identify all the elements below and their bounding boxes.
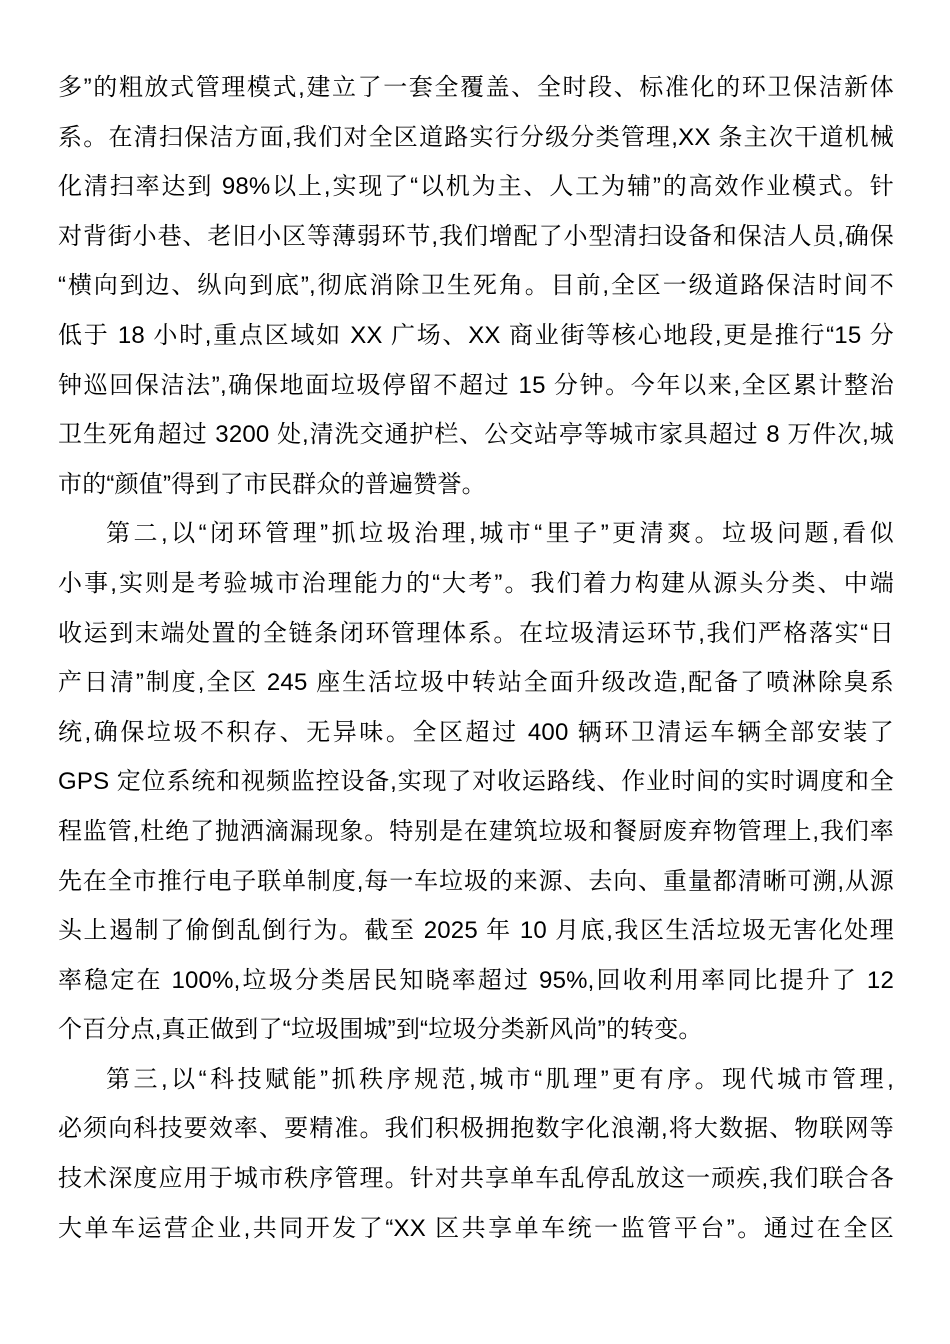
text-line: 卫生死角超过 3200 处,清洗交通护栏、公交站亭等城市家具超过 8 万件次,城 <box>58 421 894 449</box>
text-line: 产日清”制度,全区 245 座生活垃圾中转站全面升级改造,配备了喷淋除臭系 <box>58 669 894 697</box>
text-line: 先在全市推行电子联单制度,每一车垃圾的来源、去向、重量都清晰可溯,从源 <box>58 867 894 895</box>
text-line: 个百分点,真正做到了“垃圾围城”到“垃圾分类新风尚”的转变。 <box>58 1016 703 1044</box>
document-body <box>58 63 894 1253</box>
text-line: 必须向科技要效率、要精准。我们积极拥抱数字化浪潮,将大数据、物联网等 <box>58 1115 894 1143</box>
text-line: “横向到边、纵向到底”,彻底消除卫生死角。目前,全区一级道路保洁时间不 <box>58 272 894 300</box>
text-line: 市的“颜值”得到了市民群众的普遍赞誉。 <box>58 470 486 498</box>
text-line: 第三,以“科技赋能”抓秩序规范,城市“肌理”更有序。现代城市管理, <box>106 1065 894 1093</box>
paragraph <box>58 509 894 1055</box>
text-line: 第二,以“闭环管理”抓垃圾治理,城市“里子”更清爽。垃圾问题,看似 <box>106 520 894 548</box>
paragraph <box>58 63 894 509</box>
text-line: 小事,实则是考验城市治理能力的“大考”。我们着力构建从源头分类、中端 <box>58 569 894 597</box>
text-line: 技术深度应用于城市秩序管理。针对共享单车乱停乱放这一顽疾,我们联合各 <box>58 1165 894 1193</box>
text-line: 多”的粗放式管理模式,建立了一套全覆盖、全时段、标准化的环卫保洁新体 <box>58 74 894 101</box>
text-line: 统,确保垃圾不积存、无异味。全区超过 400 辆环卫清运车辆全部安装了 <box>58 718 894 746</box>
text-line: 程监管,杜绝了抛洒滴漏现象。特别是在建筑垃圾和餐厨废弃物管理上,我们率 <box>58 817 894 845</box>
text-line: 低于 18 小时,重点区域如 XX 广场、XX 商业街等核心地段,更是推行“15 分 <box>58 321 894 349</box>
text-line: 化清扫率达到 98%以上,实现了“以机为主、人工为辅”的高效作业模式。针 <box>58 173 894 201</box>
text-line: 率稳定在 100%,垃圾分类居民知晓率超过 95%,回收利用率同比提升了 12 <box>58 966 894 994</box>
text-line: 钟巡回保洁法”,确保地面垃圾停留不超过 15 分钟。今年以来,全区累计整治 <box>58 371 894 399</box>
paragraph <box>58 1055 894 1253</box>
text-line: 头上遏制了偷倒乱倒行为。截至 2025 年 10 月底,我区生活垃圾无害化处理 <box>58 917 894 945</box>
text-line: 大单车运营企业,共同开发了“XX 区共享单车统一监管平台”。通过在全区 <box>58 1214 894 1242</box>
text-line: 对背街小巷、老旧小区等薄弱环节,我们增配了小型清扫设备和保洁人员,确保 <box>58 222 894 250</box>
text-line: 收运到末端处置的全链条闭环管理体系。在垃圾清运环节,我们严格落实“日 <box>58 619 894 647</box>
text-line: GPS 定位系统和视频监控设备,实现了对收运路线、作业时间的实时调度和全 <box>58 768 894 796</box>
text-line: 系。在清扫保洁方面,我们对全区道路实行分级分类管理,XX 条主次干道机械 <box>58 123 894 151</box>
